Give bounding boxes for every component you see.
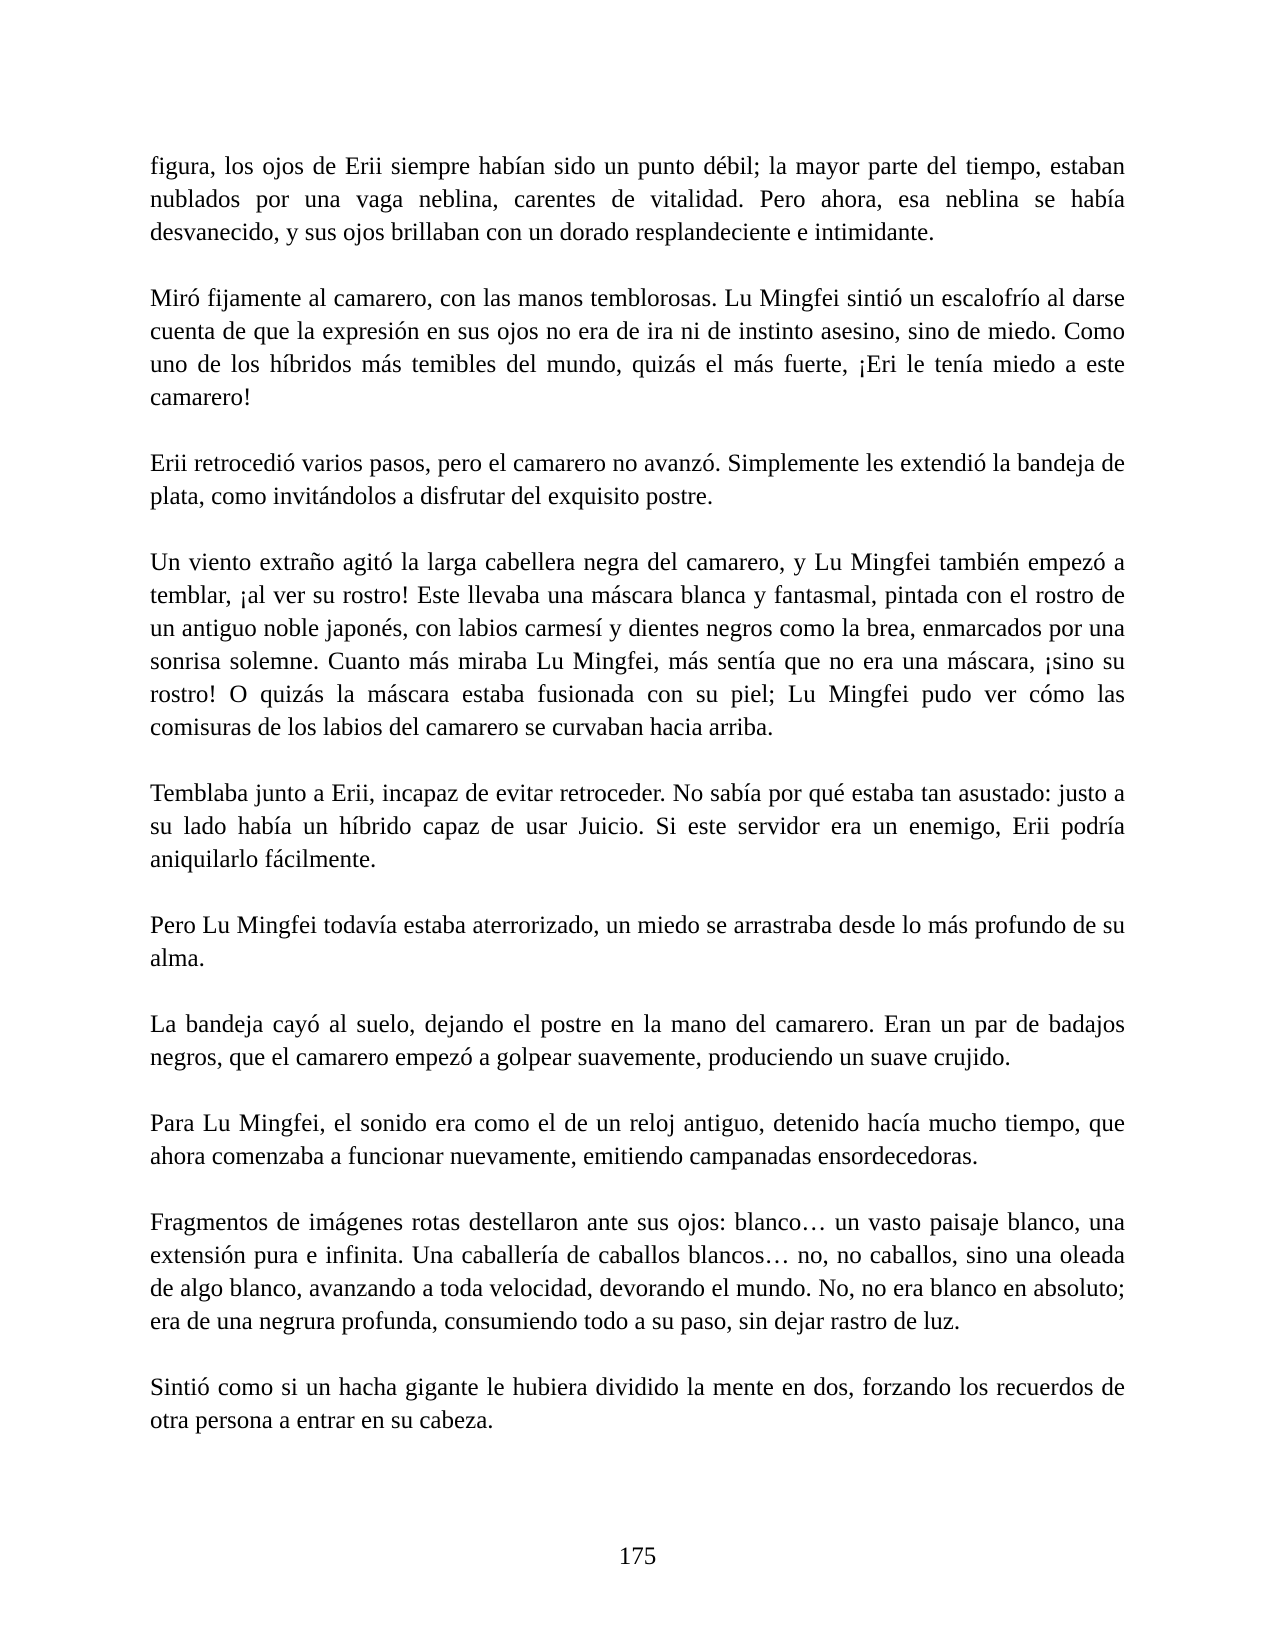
- paragraph: Pero Lu Mingfei todavía estaba aterrorizado, un miedo se arrastraba desde lo más profundo de su alma.: [150, 912, 1125, 972]
- paragraph: Para Lu Mingfei, el sonido era como el de un reloj antiguo, detenido hacía mucho tiempo, que ahora comenzaba a funcionar nuevamente, emitiendo campanadas ensordecedoras.: [150, 1110, 1125, 1170]
- paragraph: La bandeja cayó al suelo, dejando el postre en la mano del camarero. Eran un par de badajos negros, que el camarero empezó a golpear suavemente, produciendo un suave crujido.: [150, 1011, 1125, 1071]
- paragraph: Un viento extraño agitó la larga cabellera negra del camarero, y Lu Mingfei también empezó a temblar, ¡al ver su rostro! Este llevaba una máscara blanca y fantasmal, pintada con el rostro de un antiguo noble japonés, con labios carmesí y dientes negros como la brea, enmarcados por una sonrisa solemne. Cuanto más miraba Lu Mingfei, más sentía que no era una máscara, ¡sino su rostro! O quizás la máscara estaba fusionada con su piel; Lu Mingfei pudo ver cómo las comisuras de los labios del camarero se curvaban hacia arriba.: [150, 549, 1125, 741]
- paragraph: Erii retrocedió varios pasos, pero el camarero no avanzó. Simplemente les extendió la bandeja de plata, como invitándolos a disfrutar del exquisito postre.: [150, 450, 1125, 510]
- paragraph: Miró fijamente al camarero, con las manos temblorosas. Lu Mingfei sintió un escalofrío al darse cuenta de que la expresión en sus ojos no era de ira ni de instinto asesino, sino de miedo. Como uno de los híbridos más temibles del mundo, quizás el más fuerte, ¡Eri le tenía miedo a este camarero!: [150, 285, 1125, 411]
- paragraph: Sintió como si un hacha gigante le hubiera dividido la mente en dos, forzando los recuerdos de otra persona a entrar en su cabeza.: [150, 1374, 1125, 1434]
- body-text: [150, 150, 1125, 1470]
- paragraph: Fragmentos de imágenes rotas destellaron ante sus ojos: blanco… un vasto paisaje blanco, una extensión pura e infinita. Una caballería de caballos blancos… no, no caballos, sino una oleada de algo blanco, avanzando a toda velocidad, devorando el mundo. No, no era blanco en absoluto; era de una negrura profunda, consumiendo todo a su paso, sin dejar rastro de luz.: [150, 1209, 1125, 1335]
- paragraph: figura, los ojos de Erii siempre habían sido un punto débil; la mayor parte del tiempo, estaban nublados por una vaga neblina, carentes de vitalidad. Pero ahora, esa neblina se había desvanecido, y sus ojos brillaban con un dorado resplandeciente e intimidante.: [150, 153, 1125, 246]
- page-number: 175: [618, 1543, 657, 1570]
- paragraph: Temblaba junto a Erii, incapaz de evitar retroceder. No sabía por qué estaba tan asustado: justo a su lado había un híbrido capaz de usar Juicio. Si este servidor era un enemigo, Erii podría aniquilarlo fácilmente.: [150, 780, 1125, 873]
